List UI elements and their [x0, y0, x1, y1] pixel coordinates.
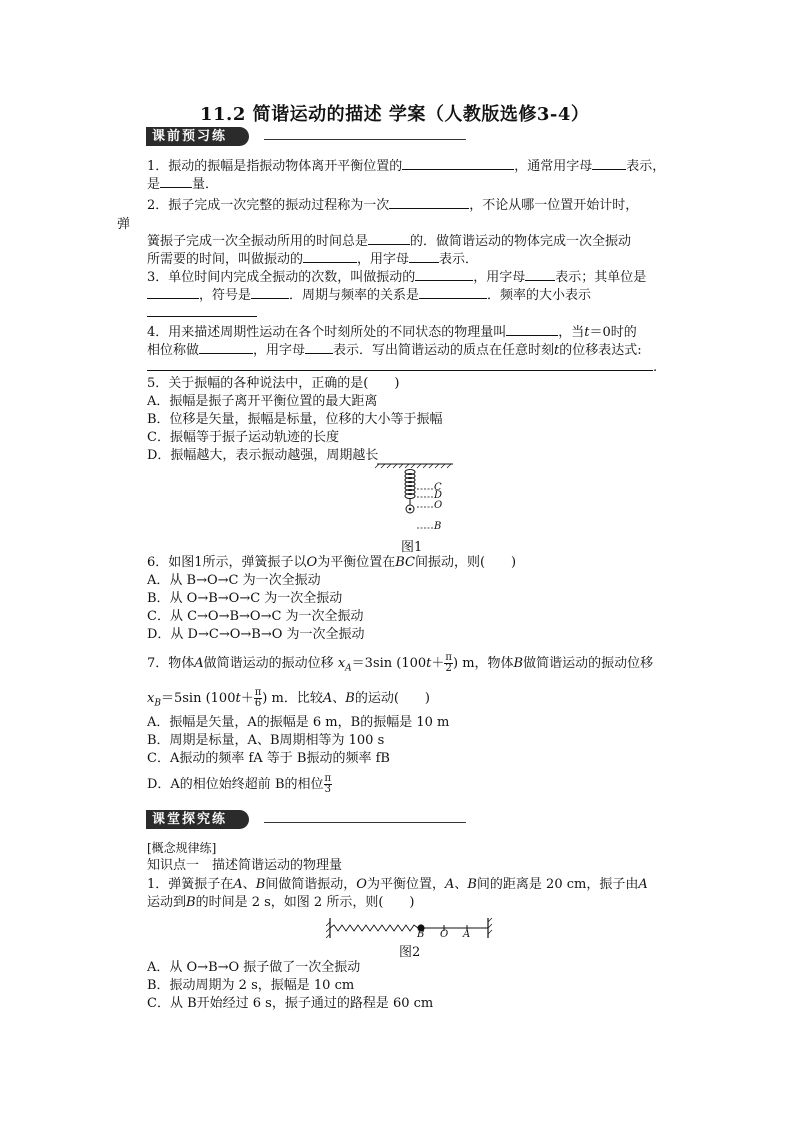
q7-line2: $x_B=5\sin$ (100t＋ $\frac{\pi}{6}$ ) m．比较A、B的运动( )	[147, 687, 430, 709]
q7-line1: 7．物体A做简谐运动的振动位移 $x_A=3\sin$ (100t＋ $\frac{\pi}{2}$ ) m，物体B做简谐运动的振动位移	[147, 652, 654, 674]
fig2-label-b: B	[417, 929, 425, 940]
e1-line2: 运动到B的时间是 2 s，如图 2 所示，则( )	[147, 895, 415, 910]
q2-line2: 簧振子完成一次全振动所用的时间总是 的．做简谐运动的物体完成一次全振动	[147, 234, 632, 249]
fig1-label-c: C	[434, 482, 442, 493]
q5-option: D．振幅越大，表示振动越强，周期越长	[147, 448, 379, 463]
section-header-preview	[146, 127, 466, 146]
divider	[264, 139, 466, 140]
q7-option-d: D．A的相位始终超前 B的相位 $\frac{\pi}{3}$	[147, 773, 332, 795]
q5-option: C．振幅等于振子运动轨迹的长度	[147, 430, 339, 445]
q5-option: B．位移是矢量，振幅是标量，位移的大小等于振幅	[147, 412, 443, 427]
e1-option: A．从 O→B→O 振子做了一次全振动	[147, 960, 361, 975]
figure-2-horizontal-spring	[326, 916, 496, 942]
margin-char: 弹	[117, 217, 131, 232]
e1-line1: 1．弹簧振子在A、B间做简谐振动，O为平衡位置，A、B间的距离是 20 cm，振子由A	[147, 877, 648, 892]
bullet-dot-icon	[249, 132, 258, 141]
fig1-label-d: D	[434, 490, 443, 501]
e1-option: C．从 B开始经过 6 s，振子通过的路程是 60 cm	[147, 996, 434, 1011]
figure-1-caption: 图1	[401, 540, 423, 555]
q4-line3: .	[147, 358, 657, 376]
divider	[264, 822, 466, 823]
q6-option: D．从 D→C→O→B→O 为一次全振动	[147, 627, 365, 642]
q5-stem: 5．关于振幅的各种说法中，正确的是( )	[147, 376, 400, 391]
concept-heading: [概念规律练]	[147, 841, 217, 855]
q2-line3: 所需要的时间，叫做振动的 ，用字母 表示．	[147, 252, 479, 267]
figure-1-spring-oscillator	[375, 462, 455, 534]
q1-line1: 1．振动的振幅是指振动物体离开平衡位置的 ，通常用字母 表示，	[147, 159, 666, 174]
section-label: 课前预习练	[146, 127, 249, 146]
page-title: 11.2 简谐运动的描述 学案（人教版选修3-4）	[200, 104, 590, 125]
q7-option: C．A振动的频率 fA 等于 B振动的频率 fB	[147, 751, 390, 766]
q3-line1: 3．单位时间内完成全振动的次数，叫做振动的 ，用字母 表示；其单位是	[147, 270, 647, 285]
q7-option: A．振幅是矢量，A的振幅是 6 m，B的振幅是 10 m	[147, 715, 450, 730]
q2-line1: 2．振子完成一次完整的振动过程称为一次 ，不论从哪一位置开始计时，	[147, 198, 639, 213]
fig1-label-o: O	[434, 500, 443, 511]
q4-line1: 4．用来描述周期性运动在各个时刻所处的不同状态的物理量叫 ，当t＝0时的	[147, 325, 637, 340]
knowledge-point-1: 知识点一 描述简谐运动的物理量	[147, 858, 343, 873]
pi-over-3: $\frac{\pi}{3}$	[324, 773, 332, 795]
bullet-dot-icon	[249, 815, 258, 824]
q1-line2: 是 量．	[147, 177, 219, 192]
figure-2-caption: 图2	[399, 945, 421, 960]
pi-over-6: $\frac{\pi}{6}$	[254, 687, 262, 709]
pi-over-2: $\frac{\pi}{2}$	[445, 652, 452, 674]
q6-stem: 6．如图1所示，弹簧振子以O为平衡位置在BC间振动，则( )	[147, 555, 517, 570]
q3-line3	[147, 304, 257, 322]
e1-option: B．振动周期为 2 s，振幅是 10 cm	[147, 978, 355, 993]
q6-option: A．从 B→O→C 为一次全振动	[147, 573, 321, 588]
section-header-explore	[146, 810, 466, 829]
fig1-label-b: B	[434, 521, 442, 532]
fig2-label-o: O	[440, 929, 449, 940]
q5-option: A．振幅是振子离开平衡位置的最大距离	[147, 394, 378, 409]
q7-option: B．周期是标量，A、B周期相等为 100 s	[147, 733, 385, 748]
q3-line2: ，符号是 ．周期与频率的关系是 ．频率的大小表示	[147, 286, 591, 304]
q4-line2: 相位称做 ，用字母 表示．写出简谐运动的质点在任意时刻t的位移表达式:	[147, 343, 642, 358]
q6-option: B．从 O→B→O→C 为一次全振动	[147, 591, 343, 606]
fig2-label-a: A	[463, 929, 471, 940]
section-label: 课堂探究练	[146, 810, 249, 829]
q6-option: C．从 C→O→B→O→C 为一次全振动	[147, 609, 364, 624]
